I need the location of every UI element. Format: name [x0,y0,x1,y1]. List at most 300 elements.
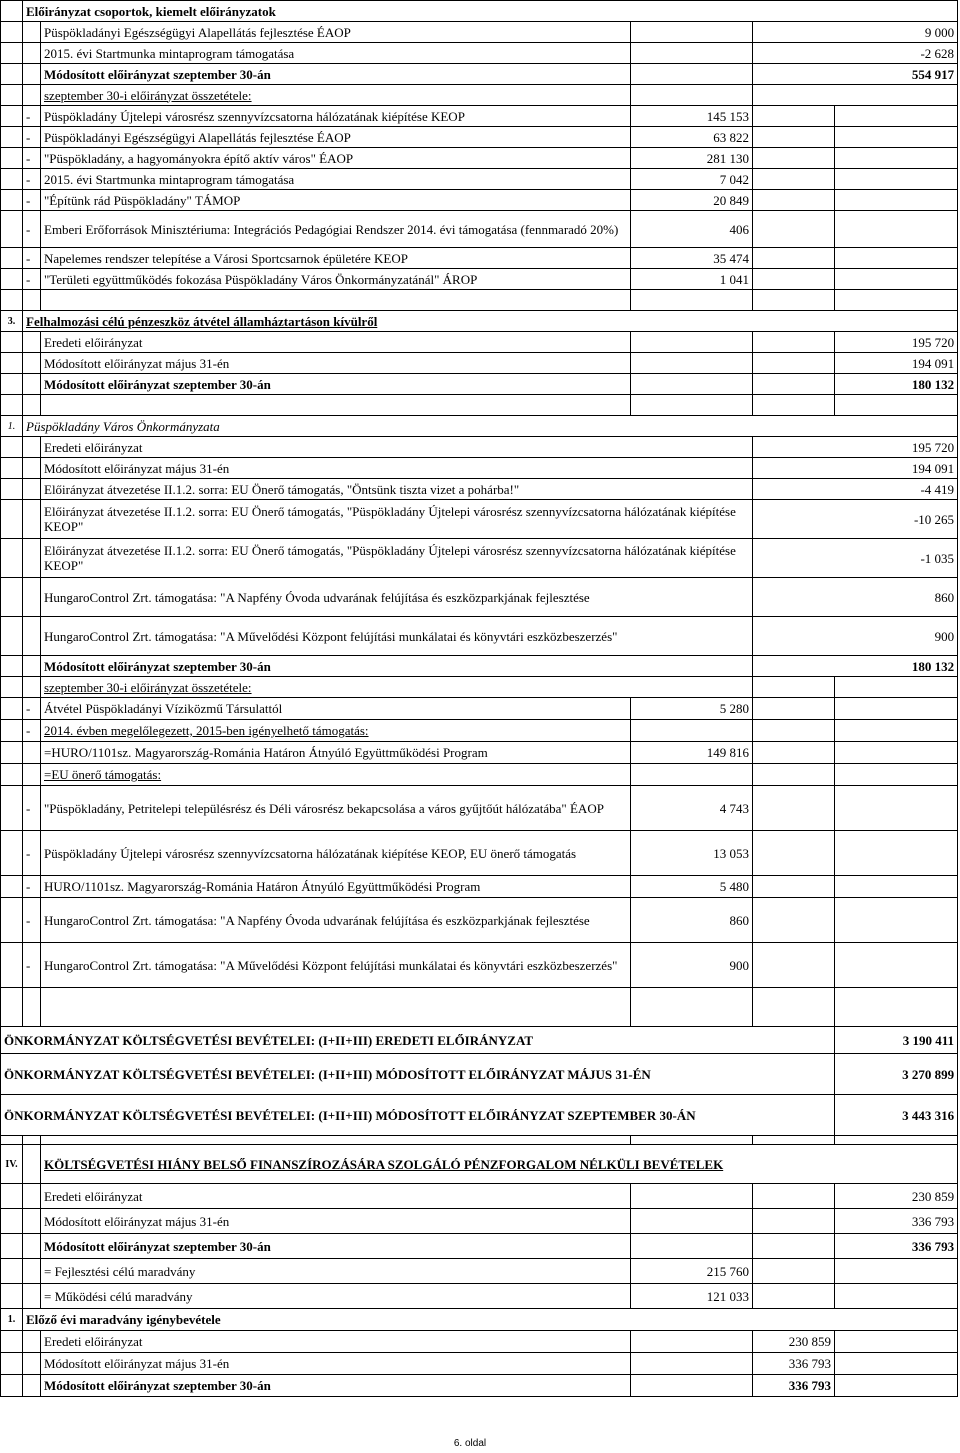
cell [1,127,23,148]
section-header [1,1145,958,1184]
item-value: 13 053 [631,831,753,876]
cell [835,169,958,190]
cell [23,1234,41,1259]
dash: - [23,211,41,248]
item-label: HungaroControl Zrt. támogatása: "A Napfény Óvoda udvarának felújítása és eszközparkjának fejlesztése [41,898,631,943]
cell [1,1136,23,1145]
list-item [1,943,958,988]
section-title: KÖLTSÉGVETÉSI HIÁNY BELSŐ FINANSZÍROZÁSÁRA SZOLGÁLÓ PÉNZFORGALOM NÉLKÜLI BEVÉTELEK [41,1145,958,1184]
dash: - [23,169,41,190]
cell [835,269,958,290]
section-header [1,416,958,437]
list-item [1,127,958,148]
cell [1,106,23,127]
section-header [1,311,958,332]
section-title: Felhalmozási célú pénzeszköz átvétel államháztartáson kívülről [23,311,958,332]
item-label: Püspökladány Újtelepi városrész szennyvízcsatorna hálózatának kiépítése KEOP [41,106,631,127]
dash: - [23,190,41,211]
cell [1,211,23,248]
cell [23,395,41,416]
cell [835,1353,958,1375]
cell [1,1353,23,1375]
row-label: Módosított előirányzat szeptember 30-án [41,64,631,85]
cell [835,742,958,764]
cell [23,43,41,64]
cell [1,190,23,211]
cell [753,1284,835,1309]
cell [835,106,958,127]
section-number: 1. [1,1309,23,1331]
dash [23,742,41,764]
row-value: -10 265 [753,500,958,539]
cell [1,269,23,290]
cell [1,1284,23,1309]
item-label: "Építünk rád Püspökladány" TÁMOP [41,190,631,211]
cell [753,127,835,148]
group-title-row [1,1,958,22]
cell [835,1259,958,1284]
list-item [1,831,958,876]
row-value: 554 917 [753,64,958,85]
row-value: -4 419 [753,479,958,500]
cell [1,1234,23,1259]
cell [835,988,958,1027]
cell [753,1136,835,1145]
cell [23,988,41,1027]
item-label: "Püspökladány, a hagyományokra építő aktív város" ÉAOP [41,148,631,169]
cell [23,64,41,85]
cell [1,374,23,395]
item-value: 149 816 [631,742,753,764]
item-value: 5 480 [631,876,753,898]
row-label: Módosított előirányzat május 31-én [41,1209,631,1234]
row-value: 336 793 [835,1209,958,1234]
cell [23,656,41,677]
cell [23,1375,41,1397]
item-value: 145 153 [631,106,753,127]
table-row [1,437,958,458]
cell [753,269,835,290]
cell [1,85,23,106]
section-header [1,1309,958,1331]
cell [631,988,753,1027]
item-label: = Működési célú maradvány [41,1284,631,1309]
total-label: ÖNKORMÁNYZAT KÖLTSÉGVETÉSI BEVÉTELEI: (I+II+III) EREDETI ELŐIRÁNYZAT [1,1027,835,1054]
row-label: Módosított előirányzat szeptember 30-án [41,1375,631,1397]
item-value: 860 [631,898,753,943]
cell [1,1375,23,1397]
row-label: Módosított előirányzat május 31-én [41,458,753,479]
list-item [1,1284,958,1309]
table-row [1,539,958,578]
cell [753,876,835,898]
cell [835,190,958,211]
dash: - [23,148,41,169]
dash: - [23,876,41,898]
spacer-row [1,988,958,1027]
list-item [1,698,958,720]
cell [753,1184,835,1209]
row-value: 9 000 [753,22,958,43]
cell [631,374,753,395]
budget-table-body [1,1,958,1397]
row-label: Módosított előirányzat május 31-én [41,1353,631,1375]
cell [631,353,753,374]
item-value: 215 760 [631,1259,753,1284]
table-row [1,332,958,353]
row-value: 194 091 [753,458,958,479]
cell [631,85,753,106]
cell [1,617,23,656]
list-item [1,898,958,943]
cell [835,248,958,269]
cell [1,458,23,479]
cell [835,831,958,876]
cell [1,831,23,876]
table-row [1,458,958,479]
list-item [1,742,958,764]
cell [835,127,958,148]
cell [1,698,23,720]
list-item [1,1259,958,1284]
total-row [1,1054,958,1095]
cell [1,1259,23,1284]
item-value: 281 130 [631,148,753,169]
cell [753,190,835,211]
cell [1,437,23,458]
item-value: 20 849 [631,190,753,211]
item-value: 121 033 [631,1284,753,1309]
cell [753,1209,835,1234]
dash: - [23,269,41,290]
item-label: 2015. évi Startmunka mintaprogram támogatása [41,169,631,190]
cell [753,1259,835,1284]
section-number: 3. [1,311,23,332]
table-row [1,677,958,698]
total-value: 3 443 316 [835,1095,958,1136]
row-value: 194 091 [835,353,958,374]
row-label: Eredeti előirányzat [41,1184,631,1209]
cell [835,698,958,720]
cell [835,764,958,786]
cell [753,786,835,831]
row-value: 900 [753,617,958,656]
item-label: HURO/1101sz. Magyarország-Románia Határon Átnyúló Együttműködési Program [41,876,631,898]
dash: - [23,720,41,742]
section-number: 1. [1,416,23,437]
dash: - [23,698,41,720]
cell [1,169,23,190]
cell [753,898,835,943]
row-label: szeptember 30-i előirányzat összetétele: [41,85,631,106]
row-value: 230 859 [835,1184,958,1209]
list-item [1,190,958,211]
cell [631,43,753,64]
cell [23,677,41,698]
cell [631,395,753,416]
cell [23,290,41,311]
cell [1,764,23,786]
cell [753,764,835,786]
cell [753,1234,835,1259]
total-value: 3 190 411 [835,1027,958,1054]
cell [631,64,753,85]
row-label: Előirányzat átvezetése II.1.2. sorra: EU Önerő támogatás, "Öntsünk tiszta vizet a pohárba!" [41,479,753,500]
row-value: 195 720 [835,332,958,353]
cell [23,1184,41,1209]
cell [23,1209,41,1234]
cell [753,742,835,764]
cell [1,656,23,677]
item-label: =EU önerő támogatás: [41,764,631,786]
dash: - [23,898,41,943]
row-label: Püspökladányi Egészségügyi Alapellátás fejlesztése ÉAOP [41,22,631,43]
item-label: "Püspökladány, Petritelepi településrész és Déli városrész bekapcsolása a város gyűjtőút hálózatába" ÉAOP [41,786,631,831]
item-value: 63 822 [631,127,753,148]
row-value: -2 628 [753,43,958,64]
table-row [1,1331,958,1353]
list-item [1,148,958,169]
row-value: 195 720 [753,437,958,458]
cell [835,1136,958,1145]
table-row [1,374,958,395]
cell [41,1136,631,1145]
cell [753,353,835,374]
dash: - [23,248,41,269]
cell [753,831,835,876]
row-label: HungaroControl Zrt. támogatása: "A Művelődési Központ felújítási munkálatai és könyvtári eszközbeszerzés" [41,617,753,656]
cell [753,169,835,190]
cell [23,578,41,617]
item-value: 4 743 [631,786,753,831]
row-value: 180 132 [753,656,958,677]
cell [1,720,23,742]
table-row [1,353,958,374]
cell [23,353,41,374]
cell [23,1331,41,1353]
cell [835,1284,958,1309]
cell [835,786,958,831]
cell [631,1375,753,1397]
cell [23,1136,41,1145]
cell [631,1331,753,1353]
total-row [1,1095,958,1136]
cell [1,578,23,617]
cell [1,395,23,416]
cell [23,332,41,353]
table-row [1,22,958,43]
cell [1,332,23,353]
item-label: HungaroControl Zrt. támogatása: "A Művelődési Központ felújítási munkálatai és könyvtári eszközbeszerzés" [41,943,631,988]
cell [753,395,835,416]
cell [1,898,23,943]
cell [23,85,41,106]
cell [631,1136,753,1145]
total-label: ÖNKORMÁNYZAT KÖLTSÉGVETÉSI BEVÉTELEI: (I+II+III) MÓDOSÍTOTT ELŐIRÁNYZAT SZEPTEMBER 30-ÁN [1,1095,835,1136]
row-label: Eredeti előirányzat [41,437,753,458]
cell [1,290,23,311]
composition-label: szeptember 30-i előirányzat összetétele: [41,677,753,698]
row-label: Módosított előirányzat szeptember 30-án [41,1234,631,1259]
cell [1,786,23,831]
section-title: Előző évi maradvány igénybevétele [23,1309,958,1331]
row-value: 336 793 [753,1353,835,1375]
cell [835,148,958,169]
cell [1,479,23,500]
cell [23,22,41,43]
cell [835,943,958,988]
item-value [631,764,753,786]
cell [41,988,631,1027]
cell [835,898,958,943]
item-label: Napelemes rendszer telepítése a Városi Sportcsarnok épületére KEOP [41,248,631,269]
cell [835,720,958,742]
item-label: =HURO/1101sz. Magyarország-Románia Határon Átnyúló Együttműködési Program [41,742,631,764]
cell [631,332,753,353]
cell [753,211,835,248]
cell [631,1234,753,1259]
cell [753,248,835,269]
item-value: 406 [631,211,753,248]
cell [753,148,835,169]
cell [753,698,835,720]
spacer-row [1,395,958,416]
list-item [1,764,958,786]
row-label: Előirányzat átvezetése II.1.2. sorra: EU Önerő támogatás, "Püspökladány Újtelepi városrész szennyvízcsatorna hálózatának kiépítése KEOP" [41,500,753,539]
row-label: Módosított előirányzat szeptember 30-án [41,374,631,395]
table-row [1,656,958,677]
cell [835,211,958,248]
cell [835,876,958,898]
cell [23,437,41,458]
section-title: Püspökladány Város Önkormányzata [23,416,958,437]
table-row [1,1353,958,1375]
cell [753,988,835,1027]
cell [23,539,41,578]
cell [23,479,41,500]
row-label: HungaroControl Zrt. támogatása: "A Napfény Óvoda udvarának felújítása és eszközparkjának fejlesztése [41,578,753,617]
item-label: Átvétel Püspökladányi Víziközmű Társulattól [41,698,631,720]
table-row [1,479,958,500]
cell [1,1184,23,1209]
item-value: 5 280 [631,698,753,720]
cell [23,1353,41,1375]
table-row [1,617,958,656]
item-value: 35 474 [631,248,753,269]
cell [753,332,835,353]
cell [753,290,835,311]
row-label: Eredeti előirányzat [41,1331,631,1353]
item-value: 900 [631,943,753,988]
total-label: ÖNKORMÁNYZAT KÖLTSÉGVETÉSI BEVÉTELEI: (I+II+III) MÓDOSÍTOTT ELŐIRÁNYZAT MÁJUS 31-ÉN [1,1054,835,1095]
cell [835,1375,958,1397]
group-title: Előirányzat csoportok, kiemelt előirányzatok [23,1,958,22]
row-value: 860 [753,578,958,617]
row-value: 336 793 [835,1234,958,1259]
row-value: 336 793 [753,1375,835,1397]
cell [41,290,631,311]
cell [631,1209,753,1234]
table-row [1,85,958,106]
cell [23,500,41,539]
spacer-row [1,1136,958,1145]
item-label: Püspökladányi Egészségügyi Alapellátás fejlesztése ÉAOP [41,127,631,148]
dash: - [23,943,41,988]
list-item [1,106,958,127]
row-label: Módosított előirányzat szeptember 30-án [41,656,753,677]
item-label: 2014. évben megelőlegezett, 2015-ben igényelhető támogatás: [41,720,631,742]
item-value [631,720,753,742]
item-label: = Fejlesztési célú maradvány [41,1259,631,1284]
spacer-row [1,290,958,311]
cell [1,43,23,64]
cell [1,539,23,578]
table-row [1,1184,958,1209]
cell [631,290,753,311]
item-label: "Területi együttműködés fokozása Püspökladány Város Önkormányzatánál" ÁROP [41,269,631,290]
cell [835,290,958,311]
row-value: 180 132 [835,374,958,395]
cell [835,1331,958,1353]
row-label: 2015. évi Startmunka mintaprogram támogatása [41,43,631,64]
cell [1,1209,23,1234]
row-value: 230 859 [753,1331,835,1353]
cell [1,148,23,169]
cell [1,677,23,698]
item-value: 1 041 [631,269,753,290]
cell [1,64,23,85]
cell [631,22,753,43]
cell [1,353,23,374]
cell [23,617,41,656]
list-item [1,248,958,269]
page-number: 6. oldal [453,1438,487,1449]
row-value [753,85,958,106]
dash: - [23,831,41,876]
cell [23,1259,41,1284]
cell [41,395,631,416]
item-value: 7 042 [631,169,753,190]
table-row [1,500,958,539]
cell [631,1184,753,1209]
table-row [1,43,958,64]
table-row [1,578,958,617]
cell [631,1353,753,1375]
row-label: Előirányzat átvezetése II.1.2. sorra: EU Önerő támogatás, "Püspökladány Újtelepi városrész szennyvízcsatorna hálózatának kiépítése KEOP" [41,539,753,578]
cell [753,677,835,698]
list-item [1,269,958,290]
cell [753,720,835,742]
table-row [1,1209,958,1234]
cell [23,1145,41,1184]
section-number: IV. [1,1145,23,1184]
list-item [1,876,958,898]
list-item [1,169,958,190]
cell [753,943,835,988]
cell [23,1284,41,1309]
cell [1,988,23,1027]
cell [1,248,23,269]
table-row [1,1375,958,1397]
cell [1,943,23,988]
row-value: -1 035 [753,539,958,578]
cell [1,876,23,898]
cell [1,500,23,539]
cell [1,742,23,764]
cell [1,1331,23,1353]
cell [753,106,835,127]
row-label: Eredeti előirányzat [41,332,631,353]
